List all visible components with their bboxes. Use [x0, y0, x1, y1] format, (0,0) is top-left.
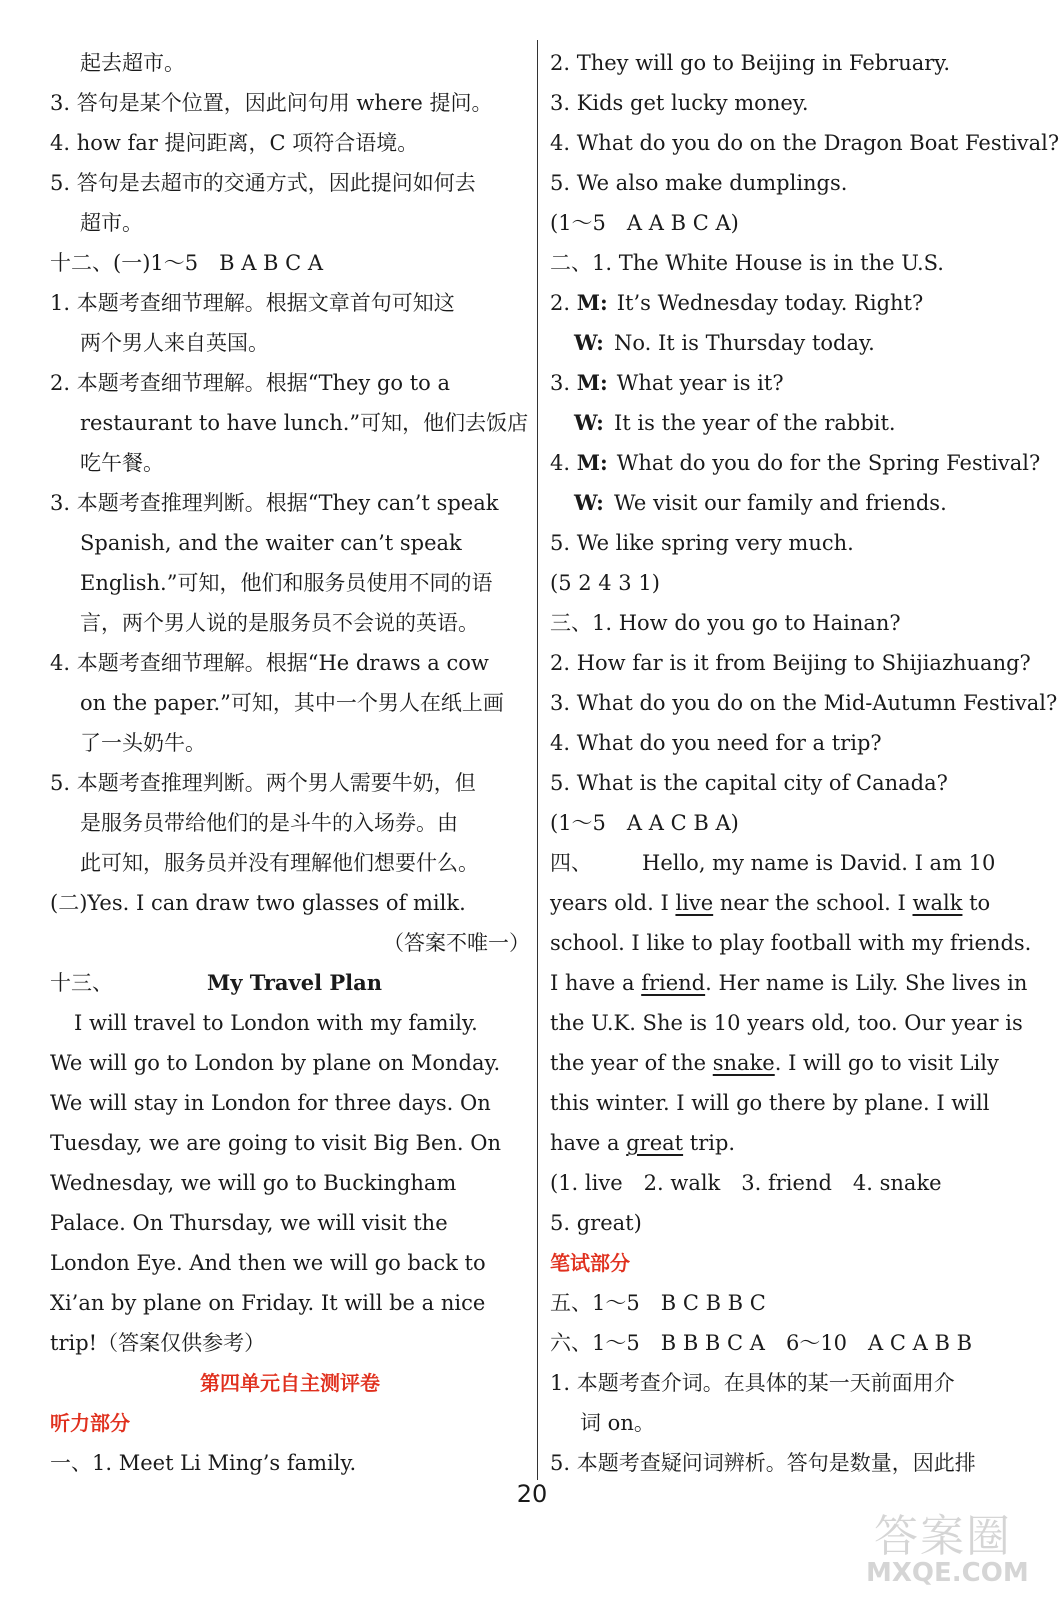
text-line: 3. Kids get lucky money. — [550, 91, 809, 115]
essay-title: My Travel Plan — [207, 970, 383, 995]
dialogue-text: What do you do for the Spring Festival? — [616, 451, 1041, 475]
section-heading: 十二、(一)1～5 B A B C A — [50, 251, 324, 275]
passage-text: I have a — [550, 971, 642, 995]
text-line: 2. How far is it from Beijing to Shijiazhuang? — [550, 651, 1031, 675]
text-line: 5. We like spring very much. — [550, 531, 854, 555]
part-heading: 听力部分 — [50, 1411, 130, 1435]
dialogue-line — [550, 444, 1041, 482]
passage-text: . Her name is Lily. She lives in — [705, 971, 1028, 995]
text-line: 4. What do you need for a trip? — [550, 731, 882, 755]
passage-line — [550, 884, 1038, 922]
watermark-glyphs: 答案圈 — [874, 1511, 1012, 1562]
speaker-label: W: — [574, 330, 604, 355]
text-line: 3. 本题考查推理判断。根据“They can’t speak — [50, 491, 499, 515]
watermark-logo — [866, 1500, 1036, 1590]
passage-text: years old. I — [550, 891, 676, 915]
dialogue-line — [550, 484, 1038, 522]
text-line: 5. What is the capital city of Canada? — [550, 771, 948, 795]
text-line: 5. 本题考查推理判断。两个男人需要牛奶，但 — [50, 771, 476, 795]
dialogue-line — [550, 284, 1038, 322]
passage-line — [550, 964, 1038, 1002]
answer-key: (1～5 A A B C A) — [550, 211, 739, 235]
text-line: 4. how far 提问距离，C 项符合语境。 — [50, 131, 419, 155]
passage-text: trip. — [683, 1131, 736, 1155]
answer-key: (5 2 4 3 1) — [550, 571, 660, 595]
section-heading: 二、1. The White House is in the U.S. — [550, 251, 944, 275]
answer-key: (1. live 2. walk 3. friend 4. snake — [550, 1171, 942, 1195]
page-number: 20 — [516, 1480, 548, 1508]
text-line: (二)Yes. I can draw two glasses of milk. — [50, 891, 466, 915]
dialogue-text: It’s Wednesday today. Right? — [616, 291, 924, 315]
passage-text: Hello, my name is David. I am 10 — [642, 851, 996, 875]
item-number: 2. — [550, 291, 571, 315]
dialogue-text: No. It is Thursday today. — [614, 331, 875, 355]
dialogue-line — [550, 324, 1038, 362]
section-heading: 六、1～5 B B B C A 6～10 A C A B B — [550, 1331, 972, 1355]
text-line: 2. 本题考查细节理解。根据“They go to a — [50, 371, 450, 395]
dialogue-text: What year is it? — [616, 371, 784, 395]
speaker-label: M: — [576, 370, 608, 395]
text-line: 超市。 — [80, 211, 143, 235]
text-line: 言，两个男人说的是服务员不会说的英语。 — [80, 611, 479, 635]
essay-line: London Eye. And then we will go back to — [50, 1251, 486, 1275]
essay-line: We will go to London by plane on Monday. — [50, 1051, 501, 1075]
text-line: 5. We also make dumplings. — [550, 171, 848, 195]
passage-line: this winter. I will go there by plane. I will — [550, 1091, 990, 1115]
passage-line — [550, 1124, 1038, 1162]
passage-text: . I will go to visit Lily — [774, 1051, 999, 1075]
section-heading: 三、1. How do you go to Hainan? — [550, 611, 901, 635]
text-line: 了一头奶牛。 — [80, 731, 206, 755]
speaker-label: W: — [574, 490, 604, 515]
essay-line: We will stay in London for three days. On — [50, 1091, 491, 1115]
watermark-url: MXQE.COM — [866, 1558, 1029, 1588]
text-line: Spanish, and the waiter can’t speak — [80, 531, 462, 555]
text-line: 3. 答句是某个位置，因此问句用 where 提问。 — [50, 91, 493, 115]
item-number: 3. — [550, 371, 571, 395]
dialogue-text: It is the year of the rabbit. — [614, 411, 896, 435]
text-line: 1. 本题考查介词。在具体的某一天前面用介 — [550, 1371, 955, 1395]
text-line: 是服务员带给他们的是斗牛的入场券。由 — [80, 811, 458, 835]
passage-line: school. I like to play football with my friends. — [550, 931, 1032, 955]
section-heading: 五、1～5 B C B B C — [550, 1291, 766, 1315]
essay-line: Tuesday, we are going to visit Big Ben. On — [50, 1131, 501, 1155]
passage-text: have a — [550, 1131, 627, 1155]
text-line: 吃午餐。 — [80, 451, 164, 475]
section-prefix: 四、 — [550, 851, 592, 875]
essay-line: I will travel to London with my family. — [74, 1011, 478, 1035]
dialogue-line — [550, 364, 1038, 402]
essay-line: Wednesday, we will go to Buckingham — [50, 1171, 457, 1195]
column-divider — [537, 40, 538, 1480]
answer-key: (1～5 A A C B A) — [550, 811, 739, 835]
speaker-label: M: — [576, 290, 608, 315]
passage-line: the U.K. She is 10 years old, too. Our year is — [550, 1011, 1023, 1035]
essay-line: Palace. On Thursday, we will visit the — [50, 1211, 448, 1235]
filled-blank: live — [675, 891, 714, 915]
passage-line — [550, 844, 1038, 882]
passage-text: the year of the — [550, 1051, 713, 1075]
speaker-label: W: — [574, 410, 604, 435]
passage-line — [550, 1044, 1038, 1082]
item-number: 4. — [550, 451, 571, 475]
filled-blank: friend — [641, 971, 706, 995]
passage-text: near the school. I — [713, 891, 913, 915]
unit-title: 第四单元自主测评卷 — [200, 1371, 380, 1395]
text-line: 此可知，服务员并没有理解他们想要什么。 — [80, 851, 479, 875]
text-line: 两个男人来自英国。 — [80, 331, 269, 355]
answer-note: （答案不唯一） — [383, 931, 530, 955]
text-line: 词 on。 — [580, 1411, 655, 1435]
text-line: English.”可知，他们和服务员使用不同的语 — [80, 571, 493, 595]
passage-text: to — [962, 891, 991, 915]
answer-key: 5. great) — [550, 1211, 642, 1235]
part-heading: 笔试部分 — [550, 1251, 630, 1275]
filled-blank: snake — [712, 1051, 775, 1075]
filled-blank: great — [626, 1131, 684, 1155]
text-line: 5. 答句是去超市的交通方式，因此提问如何去 — [50, 171, 476, 195]
essay-line: trip!（答案仅供参考） — [50, 1331, 266, 1355]
text-line: 4. What do you do on the Dragon Boat Festival? — [550, 131, 1060, 155]
dialogue-text: We visit our family and friends. — [614, 491, 947, 515]
text-line: 一、1. Meet Li Ming’s family. — [50, 1451, 357, 1475]
text-line: 3. What do you do on the Mid-Autumn Festival? — [550, 691, 1058, 715]
text-line: 起去超市。 — [80, 51, 185, 75]
text-line: 5. 本题考查疑问词辨析。答句是数量，因此排 — [550, 1451, 976, 1475]
text-line: restaurant to have lunch.”可知，他们去饭店 — [80, 411, 529, 435]
filled-blank: walk — [912, 891, 963, 915]
essay-heading — [50, 964, 530, 1002]
text-line: on the paper.”可知，其中一个男人在纸上画 — [80, 691, 504, 715]
text-line: 4. 本题考查细节理解。根据“He draws a cow — [50, 651, 489, 675]
text-line: 1. 本题考查细节理解。根据文章首句可知这 — [50, 291, 455, 315]
speaker-label: M: — [576, 450, 608, 475]
essay-line: Xi’an by plane on Friday. It will be a nice — [50, 1291, 486, 1315]
dialogue-line — [550, 404, 1038, 442]
text-line: 2. They will go to Beijing in February. — [550, 51, 951, 75]
section-prefix: 十三、 — [50, 971, 113, 995]
